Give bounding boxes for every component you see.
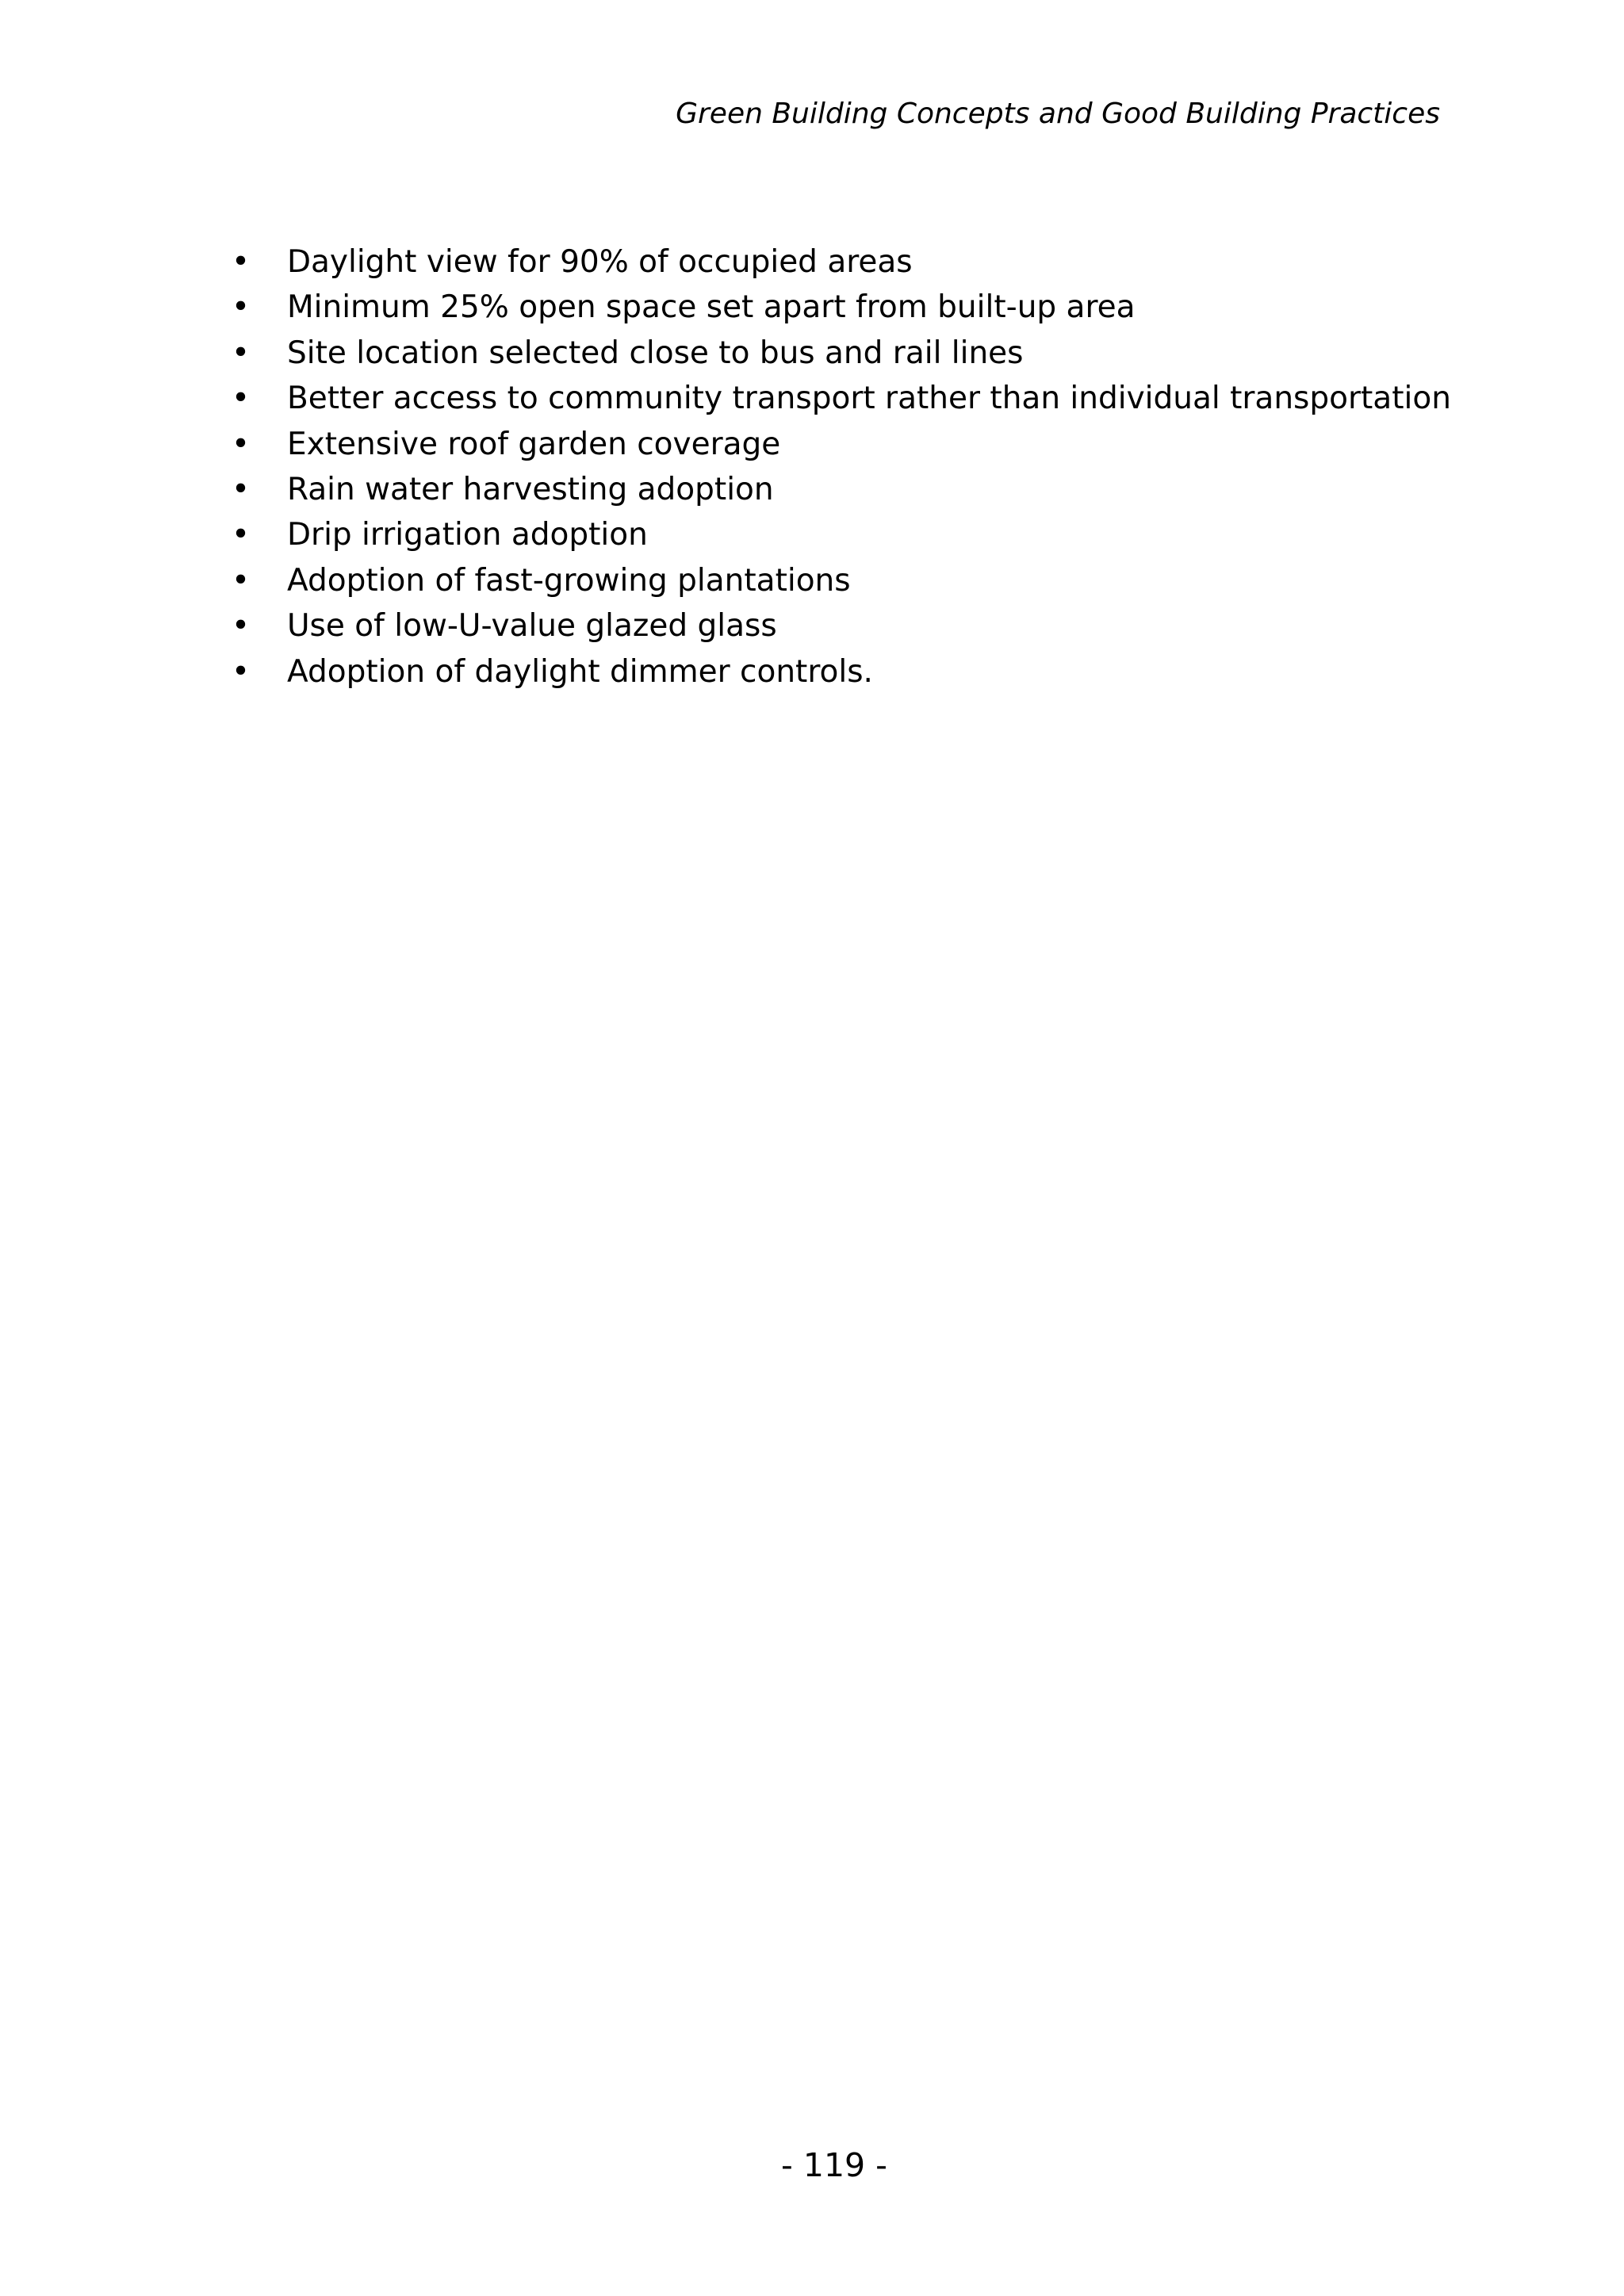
bullet-icon: •: [232, 562, 251, 599]
bullet-icon: •: [232, 426, 251, 462]
list-item-text: Adoption of daylight dimmer controls.: [287, 653, 873, 690]
list-item-text: Minimum 25% open space set apart from built-up area: [287, 289, 1136, 326]
bullet-icon: •: [232, 471, 251, 507]
list-item-text: Adoption of fast-growing plantations: [287, 562, 851, 599]
page-number: - 119 -: [781, 2146, 887, 2184]
list-item-text: Site location selected close to bus and rail lines: [287, 335, 1024, 371]
list-item-text: Extensive roof garden coverage: [287, 426, 781, 462]
bullet-icon: •: [232, 289, 251, 326]
bullet-icon: •: [232, 517, 251, 553]
bullet-icon: •: [232, 381, 251, 417]
list-item-text: Better access to community transport rather than individual transportation: [287, 381, 1451, 417]
list-item-text: Use of low-U-value glazed glass: [287, 608, 777, 645]
bullet-icon: •: [232, 335, 251, 371]
list-item-text: Drip irrigation adoption: [287, 517, 648, 553]
list-item-text: Daylight view for 90% of occupied areas: [287, 244, 913, 280]
bullet-icon: •: [232, 608, 251, 645]
running-header: Green Building Concepts and Good Building Practices: [676, 98, 1440, 130]
bullet-icon: •: [232, 244, 251, 280]
bullet-icon: •: [232, 653, 251, 690]
list-item-text: Rain water harvesting adoption: [287, 471, 774, 507]
